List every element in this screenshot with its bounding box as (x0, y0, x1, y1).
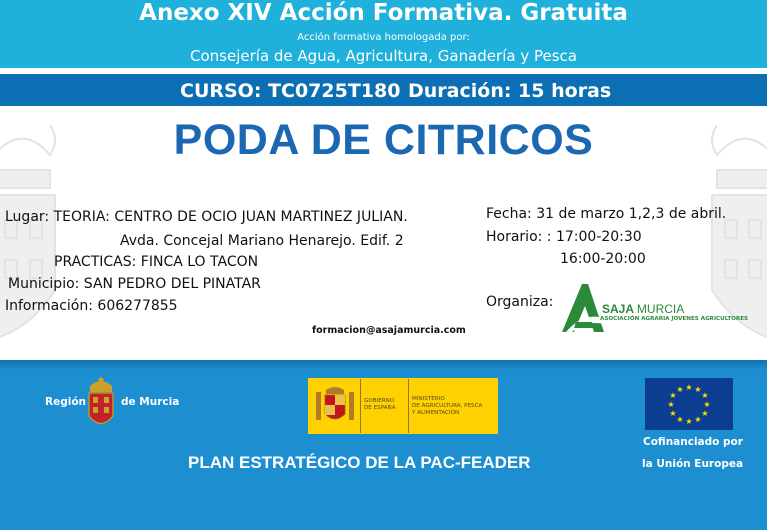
plan-pac-feader: PLAN ESTRATÉGICO DE LA PAC-FEADER (188, 453, 531, 472)
gov-label-2: DE ESPAÑA (364, 405, 396, 411)
ministry-label-1: MINISTERIO (412, 396, 445, 402)
lugar-text: Lugar: TEORIA: CENTRO DE OCIO JUAN MARTINEZ JULIAN. (5, 209, 408, 225)
asaja-tagline: ASOCIACIÓN AGRARIA JOVENES AGRICULTORES (600, 316, 749, 322)
region-label-right: de Murcia (121, 396, 180, 408)
course-title: PODA DE CITRICOS (173, 116, 594, 164)
svg-text:★: ★ (669, 391, 677, 400)
cofinanciado-line-2: la Unión Europea (642, 458, 744, 470)
svg-text:★: ★ (703, 400, 711, 409)
gobierno-espana-logo (308, 378, 498, 434)
svg-text:★: ★ (694, 415, 702, 424)
spain-coat-of-arms-icon (314, 386, 356, 426)
svg-text:★: ★ (676, 415, 684, 424)
ministry-label-2: DE AGRICULTURA, PESCA (412, 403, 483, 409)
svg-text:★: ★ (676, 385, 684, 394)
region-label-left: Región (45, 396, 87, 408)
asaja-wordmark (602, 302, 684, 316)
fecha-text: Fecha: 31 de marzo 1,2,3 de abril. (486, 206, 727, 222)
eu-flag-icon (645, 378, 733, 430)
practicas-text: PRACTICAS: FINCA LO TACON (54, 254, 259, 270)
horario-second-text: 16:00-20:00 (560, 251, 646, 267)
horario-text: Horario: : 17:00-20:30 (486, 229, 642, 245)
svg-text:★: ★ (694, 385, 702, 394)
gov-divider (360, 379, 361, 433)
murcia-crest-icon (86, 376, 116, 432)
course-code: CURSO: TC0725T180 (180, 80, 401, 102)
asaja-region: MURCIA (636, 302, 685, 316)
header-title: Anexo XIV Acción Formativa. Gratuita (139, 0, 628, 26)
gov-divider-2 (408, 379, 409, 433)
course-duration: Duración: 15 horas (408, 80, 612, 102)
informacion-text: Información: 606277855 (5, 298, 178, 314)
gov-label-1: GOBIERNO (364, 398, 395, 404)
svg-text:★: ★ (685, 417, 693, 426)
address-text: Avda. Concejal Mariano Henarejo. Edif. 2 (120, 233, 404, 249)
svg-text:★: ★ (701, 391, 709, 400)
ministry-label-3: Y ALIMENTACIÓN (412, 410, 460, 416)
svg-text:★: ★ (685, 383, 693, 392)
organiza-text: Organiza: (486, 294, 554, 310)
cofinanciado-line-1: Cofinanciado por (643, 436, 743, 448)
header-organization: Consejería de Agua, Agricultura, Ganadería y Pesca (190, 47, 577, 65)
asaja-name: SAJA (602, 302, 634, 316)
svg-text:★: ★ (701, 409, 709, 418)
svg-text:★: ★ (667, 400, 675, 409)
asaja-logo-icon (558, 282, 608, 334)
municipio-text: Municipio: SAN PEDRO DEL PINATAR (8, 276, 261, 292)
eu-stars-icon (645, 378, 733, 430)
header-subtitle: Acción formativa homologada por: (297, 32, 470, 43)
svg-text:★: ★ (669, 409, 677, 418)
email-link[interactable]: formacion@asajamurcia.com (312, 325, 466, 336)
footer-shadow (0, 360, 767, 370)
